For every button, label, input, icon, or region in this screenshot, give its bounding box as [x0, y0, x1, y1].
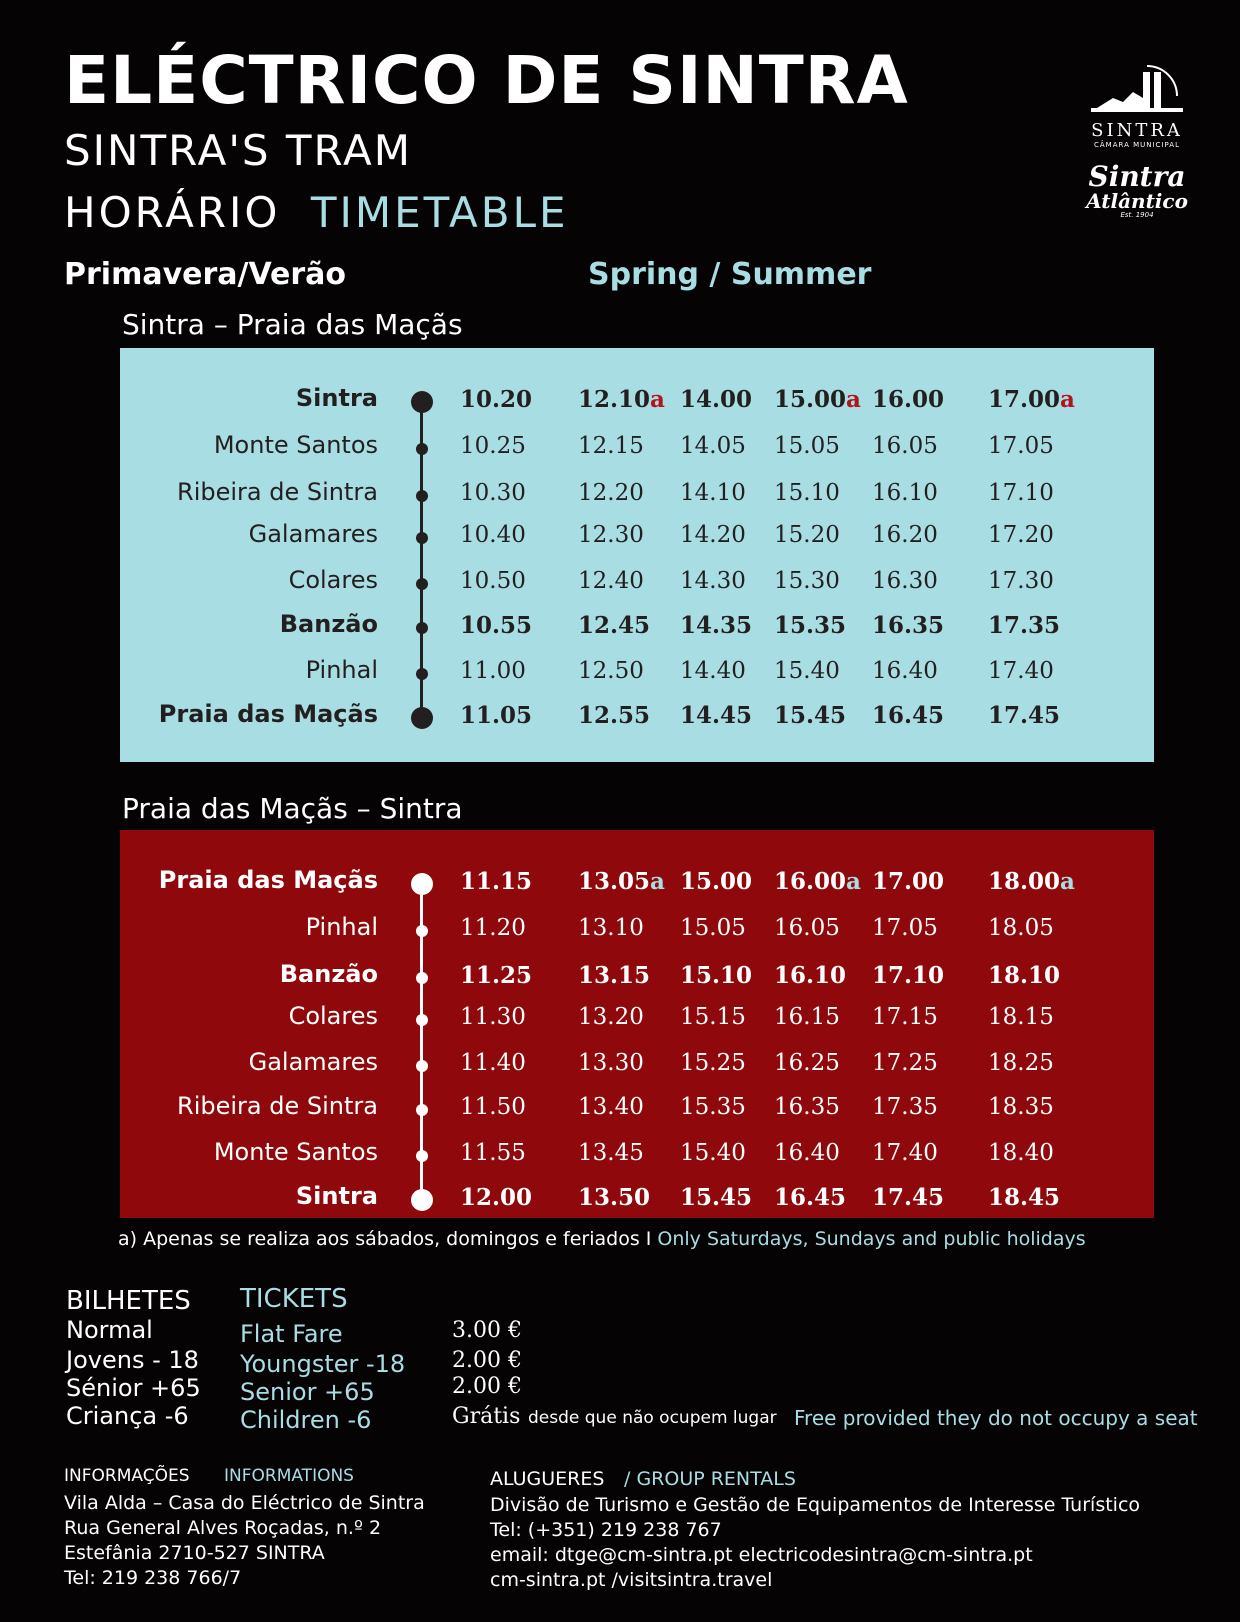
departure-time [680, 433, 746, 459]
weekend-only-marker: a [846, 868, 861, 895]
time-value: 18.40 [988, 1140, 1054, 1166]
ticket-type-pt: Normal [66, 1316, 153, 1344]
departure-time [680, 1050, 746, 1076]
time-value: 17.00 [988, 386, 1061, 413]
departure-time [680, 915, 746, 941]
departure-time [460, 612, 532, 639]
time-value: 13.15 [578, 962, 651, 989]
stop-dot [416, 622, 428, 634]
time-value: 15.15 [680, 1004, 746, 1030]
time-value: 15.20 [774, 522, 840, 548]
departure-time [774, 658, 840, 684]
departure-time [872, 1140, 938, 1166]
time-value: 13.10 [578, 915, 644, 941]
time-value: 16.45 [872, 702, 945, 729]
departure-time [578, 962, 650, 989]
horario-label: HORÁRIO [64, 188, 281, 237]
departure-time [872, 1094, 938, 1120]
time-value: 17.25 [872, 1050, 938, 1076]
ticket-price: 2.00 € [452, 1348, 522, 1373]
time-value: 11.30 [460, 1004, 526, 1030]
departure-time [774, 480, 840, 506]
departure-time [460, 433, 526, 459]
time-value: 12.00 [460, 1184, 533, 1211]
tickets-heading-en: TICKETS [240, 1284, 348, 1314]
time-value: 16.05 [774, 915, 840, 941]
departure-time [578, 522, 644, 548]
time-value: 10.30 [460, 480, 526, 506]
departure-time [460, 658, 526, 684]
time-value: 17.05 [872, 915, 938, 941]
time-value: 10.55 [460, 612, 533, 639]
departure-time [774, 1094, 840, 1120]
time-value: 16.25 [774, 1050, 840, 1076]
sintra-palace-icon [1089, 62, 1185, 116]
page-subtitle: SINTRA'S TRAM [64, 126, 412, 175]
departure-time [988, 386, 1075, 413]
time-value: 17.45 [872, 1184, 945, 1211]
time-value: 13.45 [578, 1140, 644, 1166]
time-value: 17.40 [872, 1140, 938, 1166]
time-value: 10.20 [460, 386, 533, 413]
time-value: 15.00 [774, 386, 847, 413]
departure-time [460, 522, 526, 548]
ticket-type-en: Senior +65 [240, 1378, 375, 1406]
info-line: Vila Alda – Casa do Eléctrico de Sintra [64, 1492, 425, 1514]
stop-dot [416, 490, 428, 502]
time-value: 11.05 [460, 702, 533, 729]
departure-time [460, 1094, 526, 1120]
departure-time [872, 868, 944, 895]
route-title-outbound: Sintra – Praia das Maçãs [122, 308, 463, 341]
departure-time [872, 480, 938, 506]
time-value: 17.45 [988, 702, 1061, 729]
stop-name: Praia das Maçãs [158, 700, 378, 728]
time-value: 14.35 [680, 612, 753, 639]
time-value: 11.40 [460, 1050, 526, 1076]
departure-time [872, 612, 944, 639]
departure-time [460, 386, 532, 413]
time-value: 16.35 [774, 1094, 840, 1120]
departure-time [460, 915, 526, 941]
departure-time [680, 568, 746, 594]
departure-time [774, 612, 846, 639]
weekend-only-marker: a [650, 386, 665, 413]
departure-time [872, 1004, 938, 1030]
time-value: 17.35 [872, 1094, 938, 1120]
departure-time [578, 568, 644, 594]
stop-name: Ribeira de Sintra [177, 478, 378, 506]
stop-dot [416, 1104, 428, 1116]
free-note-en: Free provided they do not occupy a seat [794, 1406, 1198, 1430]
departure-time [988, 433, 1054, 459]
rentals-line: email: dtge@cm-sintra.pt electricodesintra@cm-sintra.pt [490, 1544, 1033, 1566]
time-value: 17.05 [988, 433, 1054, 459]
time-value: 17.10 [988, 480, 1054, 506]
time-value: 17.30 [988, 568, 1054, 594]
weekend-only-marker: a [1060, 868, 1075, 895]
time-value: 15.10 [680, 962, 753, 989]
departure-time [988, 1094, 1054, 1120]
weekend-only-marker: a [846, 386, 861, 413]
sintra-logo-text: SINTRA [1091, 120, 1183, 141]
weekend-only-marker: a [650, 868, 665, 895]
departure-time [460, 702, 532, 729]
departure-time [988, 1050, 1054, 1076]
time-value: 14.20 [680, 522, 746, 548]
rentals-line: Divisão de Turismo e Gestão de Equipamentos de Interesse Turístico [490, 1494, 1141, 1516]
time-value: 15.10 [774, 480, 840, 506]
departure-time [774, 1004, 840, 1030]
departure-time [774, 962, 846, 989]
free-note-pt: desde que não ocupem lugar [528, 1408, 777, 1428]
time-value: 18.05 [988, 915, 1054, 941]
departure-time [460, 1184, 532, 1211]
time-value: 16.10 [872, 480, 938, 506]
stop-name: Pinhal [305, 913, 378, 941]
departure-time [872, 1050, 938, 1076]
info-line: Estefânia 2710-527 SINTRA [64, 1542, 325, 1564]
departure-time [578, 1004, 644, 1030]
time-value: 11.15 [460, 868, 533, 895]
time-value: 12.30 [578, 522, 644, 548]
time-value: 16.10 [774, 962, 847, 989]
time-value: 14.00 [680, 386, 753, 413]
time-value: 16.35 [872, 612, 945, 639]
ticket-type-pt: Criança -6 [66, 1402, 189, 1430]
stop-dot [416, 443, 428, 455]
ticket-type-en: Children -6 [240, 1406, 372, 1434]
departure-time [872, 658, 938, 684]
est-text: Est. 1904 [1120, 211, 1154, 219]
time-value: 16.00 [872, 386, 945, 413]
departure-time [774, 433, 840, 459]
info-heading-en: INFORMATIONS [224, 1466, 354, 1486]
time-value: 10.25 [460, 433, 526, 459]
ticket-type-pt: Jovens - 18 [66, 1346, 199, 1374]
time-value: 17.40 [988, 658, 1054, 684]
time-value: 12.40 [578, 568, 644, 594]
time-value: 14.45 [680, 702, 753, 729]
stop-name: Banzão [279, 960, 378, 988]
departure-time [578, 1184, 650, 1211]
terminal-stop-dot [411, 391, 433, 413]
stop-name: Monte Santos [213, 431, 378, 459]
departure-time [774, 868, 861, 895]
time-value: 12.45 [578, 612, 651, 639]
time-value: 15.35 [680, 1094, 746, 1120]
departure-time [988, 915, 1054, 941]
info-heading-pt: INFORMAÇÕES [64, 1466, 190, 1486]
page-title: ELÉCTRICO DE SINTRA [64, 42, 909, 119]
departure-time [774, 1184, 846, 1211]
departure-time [578, 868, 665, 895]
departure-time [460, 1140, 526, 1166]
departure-time [872, 962, 944, 989]
departure-time [460, 868, 532, 895]
weekend-only-marker: a [1060, 386, 1075, 413]
departure-time [988, 658, 1054, 684]
departure-time [680, 868, 752, 895]
time-value: 13.30 [578, 1050, 644, 1076]
time-value: 18.45 [988, 1184, 1061, 1211]
departure-time [872, 915, 938, 941]
departure-time [988, 962, 1060, 989]
stop-name: Praia das Maçãs [158, 866, 378, 894]
rentals-line: cm-sintra.pt /visitsintra.travel [490, 1569, 773, 1591]
time-value: 15.05 [774, 433, 840, 459]
stop-name: Pinhal [305, 656, 378, 684]
time-value: 15.05 [680, 915, 746, 941]
time-value: 15.30 [774, 568, 840, 594]
time-value: 18.15 [988, 1004, 1054, 1030]
stop-name: Ribeira de Sintra [177, 1092, 378, 1120]
departure-time [988, 1004, 1054, 1030]
time-value: 13.50 [578, 1184, 651, 1211]
sintra-logo [1082, 62, 1192, 219]
rentals-heading-en: / GROUP RENTALS [624, 1468, 796, 1490]
departure-time [988, 868, 1075, 895]
season-pt: Primavera/Verão [64, 257, 347, 292]
time-value: 18.10 [988, 962, 1061, 989]
stop-name: Colares [288, 566, 378, 594]
time-value: 12.50 [578, 658, 644, 684]
departure-time [680, 1184, 752, 1211]
time-value: 15.40 [774, 658, 840, 684]
footnote-pt: a) Apenas se realiza aos sábados, domingos e feriados I [118, 1228, 652, 1250]
time-value: 17.10 [872, 962, 945, 989]
departure-time [872, 522, 938, 548]
rentals-line: Tel: (+351) 219 238 767 [490, 1519, 722, 1541]
time-value: 17.35 [988, 612, 1061, 639]
departure-time [680, 962, 752, 989]
departure-time [578, 480, 644, 506]
stop-dot [416, 1150, 428, 1162]
stop-dot [416, 668, 428, 680]
time-value: 14.40 [680, 658, 746, 684]
departure-time [680, 480, 746, 506]
time-value: 15.00 [680, 868, 753, 895]
atlantico-text: Atlântico [1086, 189, 1188, 213]
ticket-type-pt: Sénior +65 [66, 1374, 201, 1402]
timetable-label: TIMETABLE [310, 188, 569, 237]
departure-time [578, 433, 644, 459]
time-value: 12.55 [578, 702, 651, 729]
time-value: 16.45 [774, 1184, 847, 1211]
time-value: 13.05 [578, 868, 651, 895]
stop-name: Banzão [279, 610, 378, 638]
departure-time [774, 915, 840, 941]
rentals-heading-pt: ALUGUERES [490, 1468, 605, 1490]
departure-time [774, 568, 840, 594]
departure-time [774, 386, 861, 413]
stop-dot [416, 532, 428, 544]
time-value: 14.10 [680, 480, 746, 506]
stop-dot [416, 578, 428, 590]
stop-name: Colares [288, 1002, 378, 1030]
ticket-price: 3.00 € [452, 1318, 522, 1343]
time-value: 16.40 [774, 1140, 840, 1166]
timetable-outbound [120, 348, 1154, 762]
departure-time [578, 702, 650, 729]
stop-dot [416, 972, 428, 984]
departure-time [680, 522, 746, 548]
time-value: 14.05 [680, 433, 746, 459]
departure-time [774, 522, 840, 548]
time-value: 12.10 [578, 386, 651, 413]
stop-dot [416, 1060, 428, 1072]
terminal-stop-dot [411, 707, 433, 729]
time-value: 17.20 [988, 522, 1054, 548]
stop-dot [416, 925, 428, 937]
ticket-type-en: Youngster -18 [240, 1350, 406, 1378]
time-value: 10.50 [460, 568, 526, 594]
departure-time [680, 1140, 746, 1166]
tickets-heading-pt: BILHETES [66, 1286, 191, 1316]
stop-dot [416, 1014, 428, 1026]
departure-time [578, 658, 644, 684]
camara-text: CÂMARA MUNICIPAL [1094, 141, 1180, 149]
stop-name: Monte Santos [213, 1138, 378, 1166]
departure-time [988, 1184, 1060, 1211]
time-value: 13.40 [578, 1094, 644, 1120]
departure-time [460, 1004, 526, 1030]
time-value: 16.20 [872, 522, 938, 548]
stop-name: Sintra [295, 1182, 378, 1210]
departure-time [578, 1140, 644, 1166]
departure-time [988, 702, 1060, 729]
time-value: 18.00 [988, 868, 1061, 895]
departure-time [680, 612, 752, 639]
time-value: 16.40 [872, 658, 938, 684]
departure-time [460, 568, 526, 594]
departure-time [680, 1094, 746, 1120]
departure-time [578, 1050, 644, 1076]
departure-time [774, 1140, 840, 1166]
time-value: 18.25 [988, 1050, 1054, 1076]
departure-time [680, 702, 752, 729]
departure-time [460, 480, 526, 506]
sintra-atlantico-logo: Sintra [1088, 160, 1186, 193]
time-value: 15.40 [680, 1140, 746, 1166]
time-value: 16.05 [872, 433, 938, 459]
time-value: 15.45 [680, 1184, 753, 1211]
time-value: 12.15 [578, 433, 644, 459]
departure-time [774, 1050, 840, 1076]
departure-time [872, 433, 938, 459]
time-value: 11.20 [460, 915, 526, 941]
stop-name: Galamares [248, 520, 378, 548]
info-line: Tel: 219 238 766/7 [64, 1567, 242, 1589]
time-value: 17.15 [872, 1004, 938, 1030]
time-value: 11.55 [460, 1140, 526, 1166]
departure-time [680, 386, 752, 413]
timetable-heading [64, 188, 569, 237]
departure-time [988, 522, 1054, 548]
footnote-en: Only Saturdays, Sundays and public holidays [657, 1228, 1086, 1250]
footnote [118, 1228, 1086, 1250]
departure-time [460, 1050, 526, 1076]
time-value: 16.00 [774, 868, 847, 895]
timetable-inbound [120, 830, 1154, 1218]
departure-time [578, 915, 644, 941]
time-value: 12.20 [578, 480, 644, 506]
departure-time [988, 568, 1054, 594]
season-en: Spring / Summer [588, 257, 872, 292]
time-value: 16.30 [872, 568, 938, 594]
route-title-inbound: Praia das Maçãs – Sintra [122, 792, 463, 825]
time-value: 14.30 [680, 568, 746, 594]
departure-time [460, 962, 532, 989]
departure-time [872, 568, 938, 594]
stop-name: Galamares [248, 1048, 378, 1076]
departure-time [578, 1094, 644, 1120]
time-value: 11.00 [460, 658, 526, 684]
time-value: 10.40 [460, 522, 526, 548]
time-value: 17.00 [872, 868, 945, 895]
info-line: Rua General Alves Roçadas, n.º 2 [64, 1517, 382, 1539]
departure-time [578, 612, 650, 639]
departure-time [872, 386, 944, 413]
ticket-price: 2.00 € [452, 1374, 522, 1399]
time-value: 15.45 [774, 702, 847, 729]
ticket-price: Grátis [452, 1404, 521, 1429]
departure-time [680, 658, 746, 684]
departure-time [988, 612, 1060, 639]
time-value: 15.35 [774, 612, 847, 639]
departure-time [988, 1140, 1054, 1166]
terminal-stop-dot [411, 873, 433, 895]
departure-time [988, 480, 1054, 506]
stop-name: Sintra [295, 384, 378, 412]
departure-time [578, 386, 665, 413]
time-value: 18.35 [988, 1094, 1054, 1120]
departure-time [680, 1004, 746, 1030]
departure-time [872, 1184, 944, 1211]
time-value: 11.25 [460, 962, 533, 989]
terminal-stop-dot [411, 1189, 433, 1211]
time-value: 11.50 [460, 1094, 526, 1120]
time-value: 15.25 [680, 1050, 746, 1076]
ticket-type-en: Flat Fare [240, 1320, 343, 1348]
time-value: 16.15 [774, 1004, 840, 1030]
departure-time [774, 702, 846, 729]
departure-time [872, 702, 944, 729]
time-value: 13.20 [578, 1004, 644, 1030]
